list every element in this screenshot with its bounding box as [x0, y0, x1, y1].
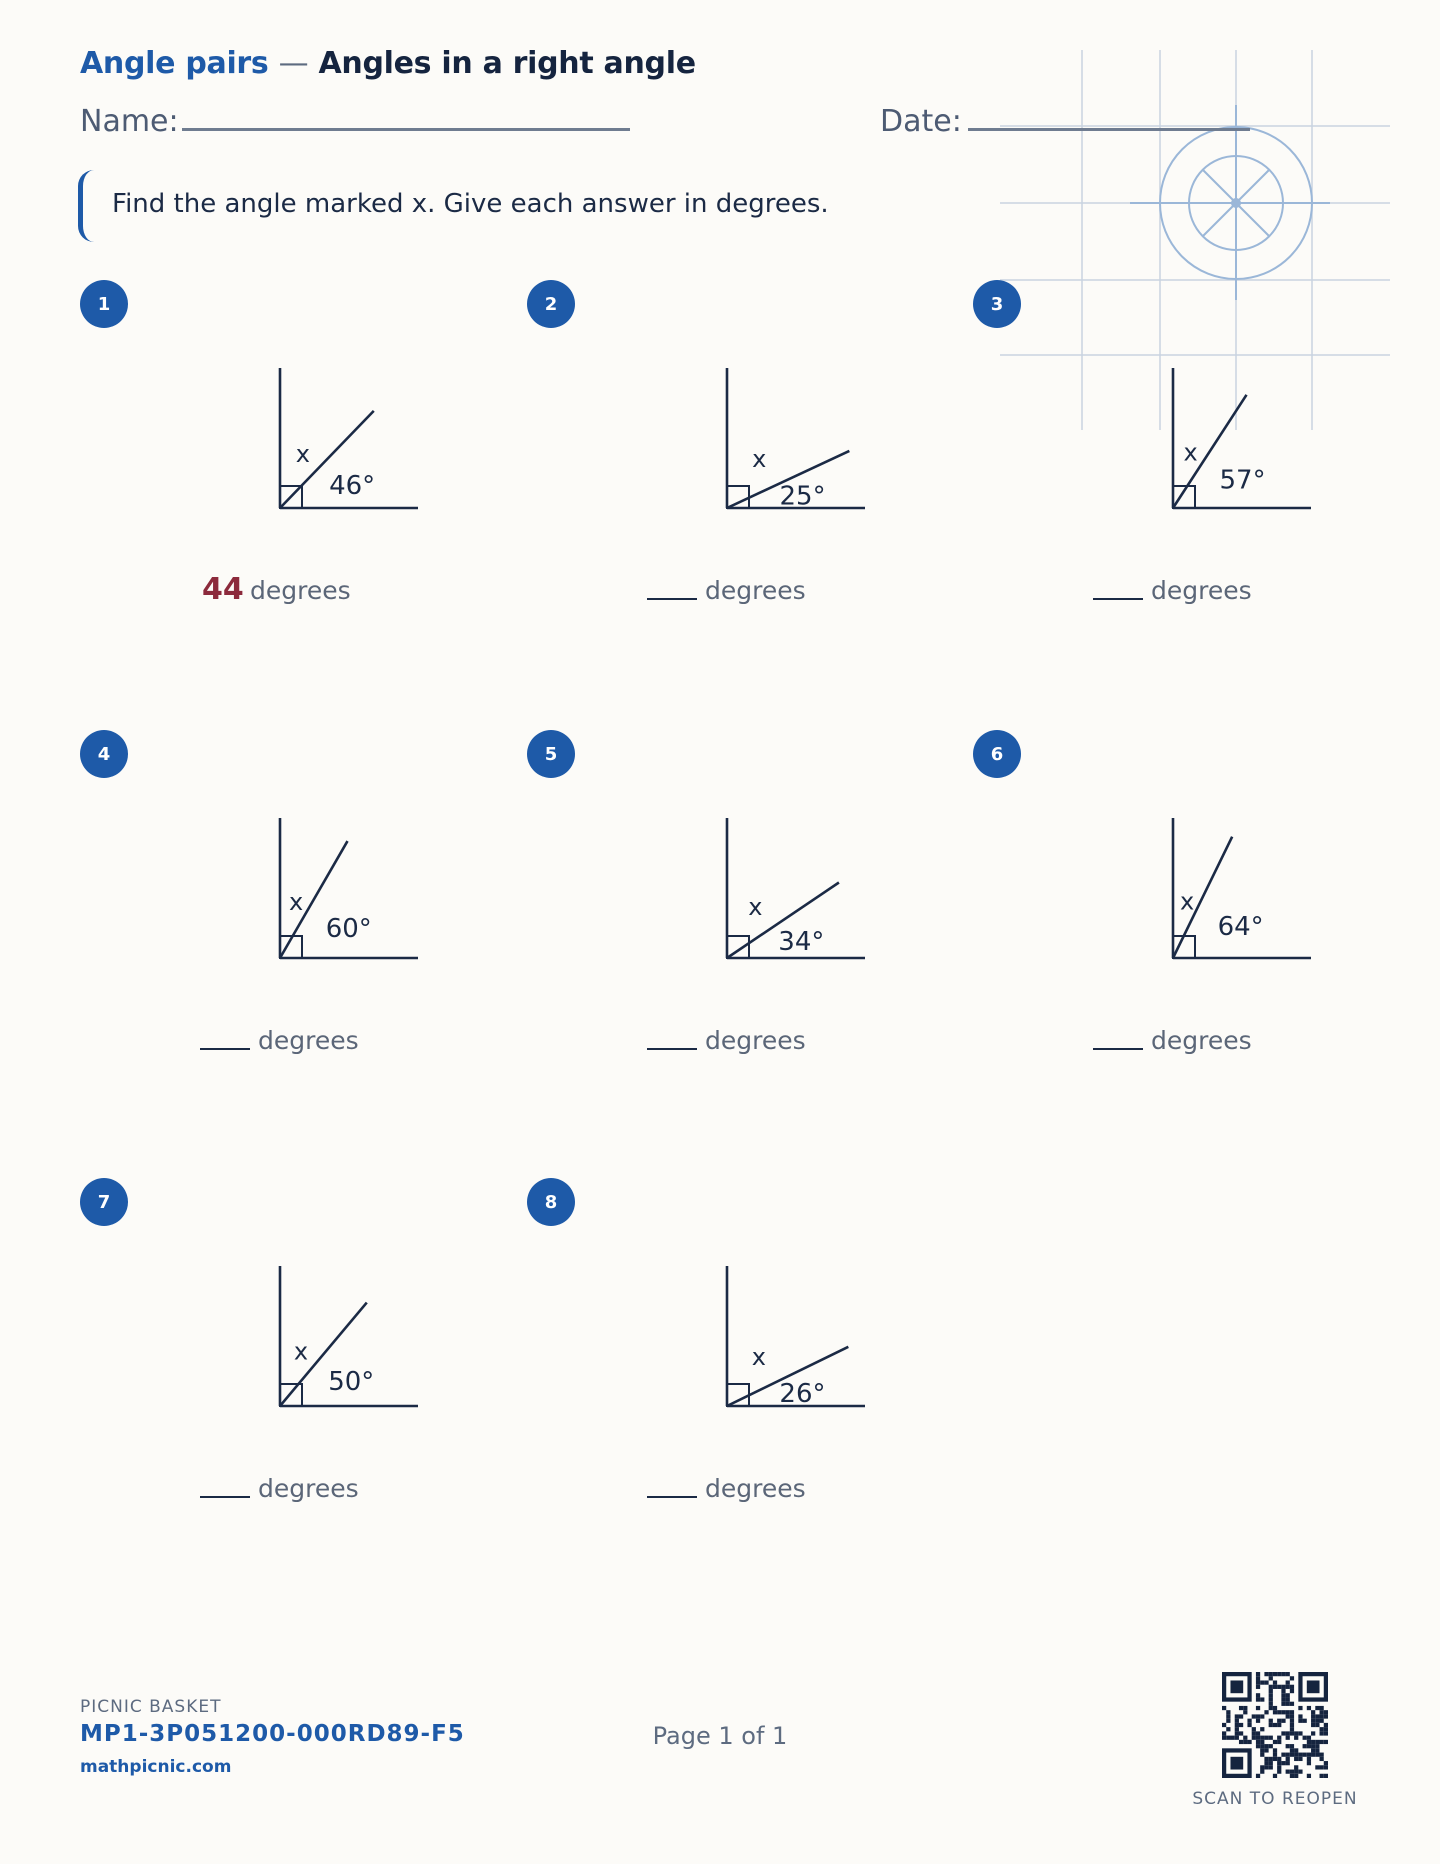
problem-number-badge: 5	[527, 730, 575, 778]
given-angle-label: 57°	[1219, 465, 1266, 496]
problem-number-badge: 7	[80, 1178, 128, 1226]
unknown-angle-label: x	[752, 445, 767, 474]
title-separator: —	[278, 46, 309, 81]
angle-diagram	[1153, 368, 1333, 528]
qr-label: SCAN TO REOPEN	[1192, 1789, 1358, 1809]
unknown-angle-label: x	[295, 440, 310, 469]
right-angle-marker	[727, 1384, 749, 1406]
problem-number-badge: 6	[973, 730, 1021, 778]
given-angle-label: 25°	[779, 481, 826, 512]
problem-number-badge: 8	[527, 1178, 575, 1226]
problem-number-badge: 2	[527, 280, 575, 328]
unit-label: degrees	[258, 1474, 359, 1503]
answer-row	[527, 1022, 967, 1062]
name-label: Name:	[80, 104, 179, 139]
unknown-angle-label: x	[293, 1337, 309, 1366]
answer-blank[interactable]	[200, 1496, 250, 1498]
problem-8	[527, 1178, 967, 1578]
problem-5	[527, 730, 967, 1130]
instructions: Find the angle marked x. Give each answer in degrees.	[112, 189, 829, 219]
given-angle-label: 26°	[779, 1379, 826, 1410]
answer-row	[527, 572, 967, 612]
answer-row	[973, 572, 1413, 612]
unit-label: degrees	[705, 1026, 806, 1055]
answer-blank[interactable]	[647, 1496, 697, 1498]
date-field[interactable]	[968, 128, 1250, 131]
date-label: Date:	[880, 104, 962, 139]
angle-diagram	[707, 818, 887, 978]
given-angle-label: 34°	[778, 926, 825, 957]
angle-diagram	[707, 368, 887, 528]
answer-blank[interactable]	[1093, 598, 1143, 600]
unknown-angle-label: x	[1180, 887, 1195, 916]
unit-label: degrees	[705, 576, 806, 605]
problem-number-badge: 3	[973, 280, 1021, 328]
problem-number-badge: 1	[80, 280, 128, 328]
problem-4	[80, 730, 520, 1130]
unknown-angle-label: x	[289, 887, 304, 916]
footer-brand: PICNIC BASKET	[80, 1697, 222, 1717]
unknown-angle-label: x	[748, 892, 763, 921]
problem-number-badge: 4	[80, 730, 128, 778]
given-angle-label: 64°	[1217, 912, 1264, 943]
unit-label: degrees	[1151, 1026, 1252, 1055]
angle-diagram	[1153, 818, 1333, 978]
unknown-angle-label: x	[1183, 438, 1198, 467]
angle-diagram	[260, 1266, 440, 1426]
answer-row	[80, 1022, 520, 1062]
unit-label: degrees	[1151, 576, 1252, 605]
angle-diagram	[260, 368, 440, 528]
instruction-bracket-icon	[78, 170, 97, 242]
worksheet-title	[80, 46, 696, 81]
problem-7	[80, 1178, 520, 1578]
problem-2	[527, 280, 967, 680]
right-angle-marker	[1173, 936, 1195, 958]
page-indicator: Page 1 of 1	[652, 1722, 788, 1750]
problem-3	[973, 280, 1413, 680]
unit-label: degrees	[258, 1026, 359, 1055]
unit-label: degrees	[250, 576, 351, 605]
answer-row	[80, 572, 520, 612]
answer-blank[interactable]	[200, 1048, 250, 1050]
given-angle-label: 50°	[328, 1366, 375, 1397]
answer-blank[interactable]	[647, 598, 697, 600]
problem-1	[80, 280, 520, 680]
answer-blank[interactable]	[647, 1048, 697, 1050]
website-link[interactable]: mathpicnic.com	[80, 1757, 232, 1777]
answer-row	[80, 1470, 520, 1510]
given-angle-label: 46°	[329, 470, 376, 501]
unit-label: degrees	[705, 1474, 806, 1503]
name-field[interactable]	[182, 128, 630, 131]
angle-diagram	[707, 1266, 887, 1426]
answer-value: 44	[202, 572, 244, 607]
right-angle-marker	[727, 486, 749, 508]
unknown-angle-label: x	[751, 1342, 766, 1371]
given-angle-label: 60°	[325, 914, 372, 944]
worksheet-code: MP1-3P051200-000RD89-F5	[80, 1721, 465, 1747]
answer-row	[527, 1470, 967, 1510]
title-topic: Angle pairs	[80, 46, 269, 81]
answer-blank[interactable]	[1093, 1048, 1143, 1050]
qr-code-icon[interactable]	[1222, 1672, 1328, 1778]
answer-row	[973, 1022, 1413, 1062]
title-subtopic: Angles in a right angle	[318, 46, 696, 81]
problem-6	[973, 730, 1413, 1130]
angle-diagram	[260, 818, 440, 978]
